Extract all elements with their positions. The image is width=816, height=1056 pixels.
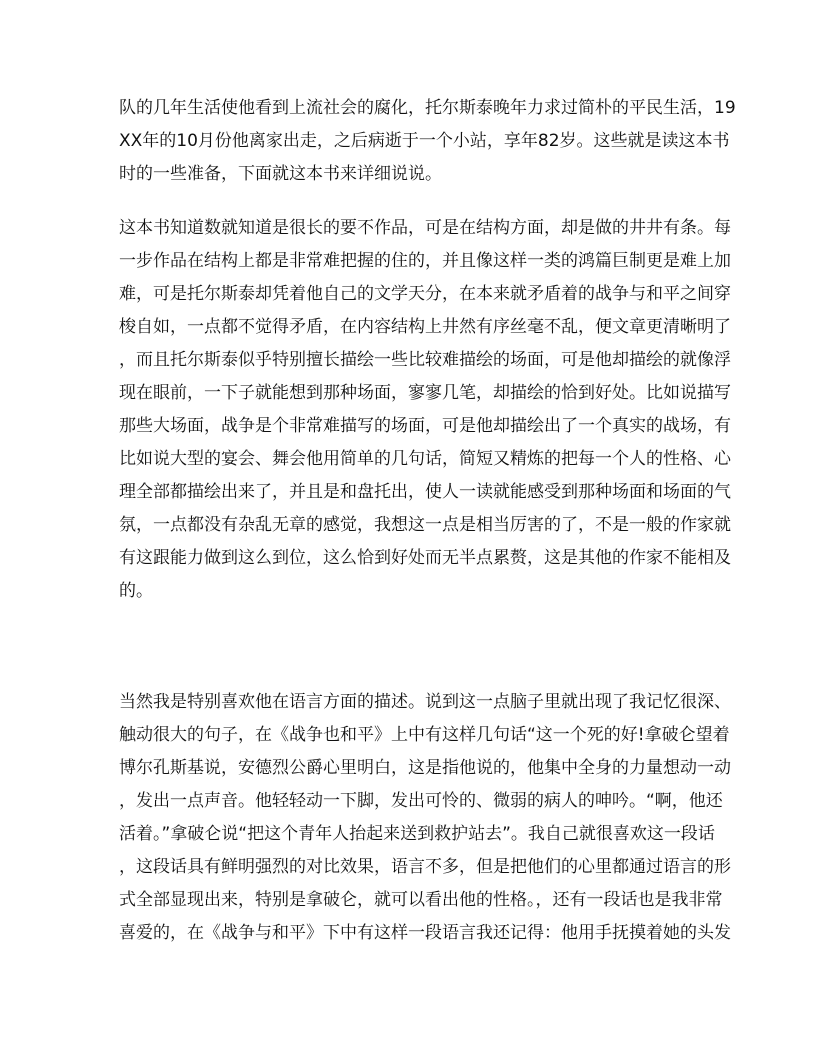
text-line: 比如说大型的宴会、舞会他用简单的几句话，简短又精炼的把每一个人的性格、心 — [119, 449, 731, 469]
paragraph-2 — [119, 212, 731, 608]
text-line: 队的几年生活使他看到上流社会的腐化，托尔斯泰晚年力求过简朴的平民生活，19 — [119, 98, 736, 118]
text-line: 氛，一点都没有杂乱无章的感觉，我想这一点是相当厉害的了，不是一般的作家就 — [119, 515, 731, 535]
text-line: 那些大场面，战争是个非常难描写的场面，可是他却描绘出了一个真实的战场，有 — [119, 416, 731, 436]
text-line: 一步作品在结构上都是非常难把握的住的，并且像这样一类的鸿篇巨制更是难上加 — [119, 251, 731, 271]
text-line: 的。 — [119, 581, 153, 601]
text-line: ，发出一点声音。他轻轻动一下脚，发出可怜的、微弱的病人的呻吟。“啊，他还 — [119, 791, 723, 811]
text-line: 博尔孔斯基说，安德烈公爵心里明白，这是指他说的，他集中全身的力量想动一动 — [119, 758, 731, 778]
text-line: ，这段话具有鲜明强烈的对比效果，语言不多，但是把他们的心里都通过语言的形 — [119, 857, 731, 877]
text-line: 这本书知道数就知道是很长的要不作品，可是在结构方面，却是做的井井有条。每 — [119, 218, 731, 238]
text-line: 时的一些准备，下面就这本书来详细说说。 — [119, 164, 442, 184]
text-line: 喜爱的，在《战争与和平》下中有这样一段语言我还记得：他用手抚摸着她的头发 — [119, 923, 731, 943]
text-line: 当然我是特别喜欢他在语言方面的描述。说到这一点脑子里就出现了我记忆很深、 — [119, 692, 731, 712]
paragraph-3 — [119, 686, 731, 950]
text-line: 现在眼前，一下子就能想到那种场面，寥寥几笔，却描绘的恰到好处。比如说描写 — [119, 383, 731, 403]
text-line: 梭自如，一点都不觉得矛盾，在内容结构上井然有序丝毫不乱，便文章更清晰明了 — [119, 317, 731, 337]
text-line: 理全部都描绘出来了，并且是和盘托出，使人一读就能感受到那种场面和场面的气 — [119, 482, 731, 502]
paragraph-1 — [119, 92, 736, 191]
text-line: 难，可是托尔斯泰却凭着他自己的文学天分，在本来就矛盾着的战争与和平之间穿 — [119, 284, 731, 304]
text-line: ，而且托尔斯泰似乎特别擅长描绘一些比较难描绘的场面，可是他却描绘的就像浮 — [119, 350, 731, 370]
text-line: 有这跟能力做到这么到位，这么恰到好处而无半点累赘，这是其他的作家不能相及 — [119, 548, 731, 568]
text-line: 式全部显现出来，特别是拿破仑，就可以看出他的性格。，还有一段话也是我非常 — [119, 890, 723, 910]
text-line: 触动很大的句子，在《战争也和平》上中有这样几句话“这一个死的好!拿破仑望着 — [119, 725, 730, 745]
text-line: XX年的10月份他离家出走，之后病逝于一个小站，享年82岁。这些就是读这本书 — [119, 131, 730, 151]
text-line: 活着。”拿破仑说“把这个青年人抬起来送到救护站去”。我自己就很喜欢这一段话 — [119, 824, 715, 844]
